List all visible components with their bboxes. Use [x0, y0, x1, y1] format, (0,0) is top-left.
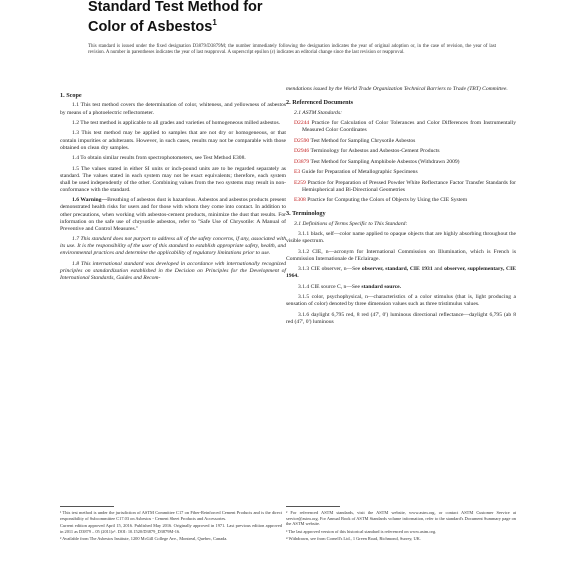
reference-code-link[interactable]: E308 — [294, 197, 306, 204]
reference-item — [286, 159, 516, 166]
reference-item — [286, 169, 516, 176]
para-1-6 — [60, 197, 286, 232]
reference-title: Terminology for Asbestos and Asbestos-Cement Products — [310, 148, 440, 155]
reference-item — [286, 120, 516, 134]
reference-item — [286, 197, 516, 204]
designation-notice: This standard is issued under the fixed designation D3879/D3879M; the number immediately following the designation indicates the year of original adoption or, in the case of revision, the year of last revision. A number in parentheses indicates the year of last reapproval. A superscript epsilon (ε) indicates an editorial change since the last revision or reapproval. — [88, 44, 496, 56]
para-3-1-6: 3.1.6 daylight 6,795 red, 8 red (47', 0') luminous directional reflectance—daylight 6,795 (ab 8 red (47', 0') luminous — [286, 311, 516, 325]
para-1-4: 1.4 To obtain similar results from spectrophotometers, see Test Method E308. — [72, 155, 246, 162]
term-3-1-3-see-2: observer, supplementary, CIE 1964. — [286, 266, 516, 280]
para-1-8: 1.8 This international standard was developed in accordance with internationally recognized principles on standardization established in the Decision on Principles for the Development of International Standards, Guides and Recom- — [60, 260, 286, 282]
footnote: ⁴ Withdrawn, see from Cornell's Ltd., 1 Green Road, Richmond, Surrey, UK. — [286, 536, 421, 542]
left-column — [60, 86, 286, 286]
para-1-8-continued: mendations issued by the World Trade Organization Technical Barriers to Trade (TBT) Committee. — [286, 86, 508, 92]
reference-title: Practice for Computing the Colors of Objects by Using the CIE System — [307, 197, 468, 204]
title-footnote-mark: 1 — [212, 18, 217, 27]
warning-label: 1.6 Warning— — [72, 197, 108, 204]
para-3-1-3 — [286, 266, 516, 280]
terminology-heading: 3. Terminology — [286, 210, 326, 218]
title-line-1: Standard Test Method for — [88, 0, 263, 15]
para-1-7: 1.7 This standard does not purport to address all of the safety concerns, if any, associated with its use. It is the responsibility of the user of this standard to establish appropriate safety, health, and environmental practices and determine the applicability of regulatory limitations prior to use. — [60, 236, 286, 257]
reference-item — [286, 138, 516, 145]
reference-title: Guide for Preparation of Metallographic Specimens — [301, 169, 418, 176]
reference-code-link[interactable]: D3879 — [294, 158, 310, 165]
reference-code-link[interactable]: E259 — [294, 179, 306, 186]
reference-title: Test Method for Sampling Amphibole Asbestos (Withdrawn 2009) — [310, 158, 460, 165]
footnote: ¹ This test method is under the jurisdiction of ASTM Committee C17 on Fiber-Reinforced Cement Products and is the direct responsibility of Subcommittee C17.03 on Asbestos - Cement Sheet Products and Accessories. — [60, 510, 282, 521]
scope-heading: 1. Scope — [60, 92, 82, 99]
term-3-1-3-text: 3.1.3 CIE observer, n—See — [298, 266, 362, 273]
reference-title: Practice for Calculation of Color Tolerances and Color Differences from Instrumentally Measured Color Coordinates — [302, 119, 516, 134]
footnote-rule-right — [286, 506, 340, 507]
footnote: Current edition approved April 15, 2016. Published May 2016. Originally approved in 1971. Last previous edition approved in 2011 as D3879 – 05 (2011)ε¹. DOI: 10.1520/D3879_D3879M-16. — [60, 523, 282, 534]
para-1-1: 1.1 This test method covers the determination of color, whiteness, and yellowness of asbestos by means of a photoelectric reflectometer. — [60, 102, 286, 116]
reference-code-link[interactable]: D2946 — [294, 148, 310, 155]
term-3-1-3-and: and — [432, 266, 445, 273]
reference-code-link[interactable]: D2590 — [294, 137, 310, 144]
title-line-2 — [88, 15, 428, 35]
footnote: ² For referenced ASTM standards, visit the ASTM website, www.astm.org, or contact ASTM Customer Service at service@astm.org. For Annual Book of ASTM Standards volume information, refer to the standard's Document Summary page on the ASTM website. — [286, 510, 516, 527]
footnote: ³ The last approved version of this historical standard is referenced on www.astm.org. — [286, 528, 437, 534]
para-3-1-5: 3.1.5 color, psychophysical, n—characteristics of a color stimulus (that is, light producing a sensation of color) denoted by three dimension values such as three tristimulus values. — [286, 294, 516, 308]
warning-text: Breathing of asbestos dust is hazardous. Asbestos and asbestos products present demonstrated health risks for users and for those with whom they come into contact. In addition to other precautions, when working with asbestos-cement products, minimize the dust that results. For information on the safe use of chrysotile asbestos, refer to "Safe Use of Chrysotile: A Manual of Preventive and Control Measures." — [60, 197, 286, 232]
term-3-1-3-see-1: observer, standard, CIE 1931 — [361, 266, 433, 273]
para-3-1: 3.1 Definitions of Terms Specific to This Standard: — [294, 220, 408, 227]
term-3-1-4-text: 3.1.4 CIE source C, n—See — [298, 283, 362, 290]
footnotes-right — [286, 510, 516, 544]
reference-list — [286, 120, 516, 204]
term-3-1-4-see: standard source. — [361, 283, 402, 290]
title-line-2-text: Color of Asbestos — [88, 18, 213, 35]
para-3-1-1: 3.1.1 black, self—color name applied to opaque objects that are highly absorbing throughout the visible spectrum. — [286, 231, 516, 245]
para-3-1-4 — [286, 284, 516, 291]
para-1-2: 1.2 The test method is applicable to all grades and varieties of homogeneous milled asbestos. — [72, 119, 281, 126]
document-title — [88, 0, 428, 35]
reference-title: Practice for Preparation of Pressed Powder White Reflectance Factor Transfer Standards for Hemispherical and Bi-Directional Geometries — [302, 179, 516, 193]
para-3-1-2: 3.1.2 CIE, n—acronym for International Commission on Illumination, which is French is Commission Internationale de l'Eclairage. — [286, 248, 516, 262]
para-2-1: 2.1 ASTM Standards: — [294, 109, 343, 116]
footnotes-left — [60, 510, 282, 544]
right-column — [286, 86, 516, 329]
para-1-5: 1.5 The values stated in either SI units or inch-pound units are to be regarded separately as standard. The values stated in each system may not be exact equivalents; therefore, each system shall be used independently of the other. Combining values from the two systems may result in non-conformance with the standard. — [60, 165, 286, 193]
reference-item — [286, 148, 516, 155]
reference-code-link[interactable]: D2244 — [294, 119, 310, 126]
footnote-rule-left — [60, 506, 114, 507]
footnote: ² Available from The Asbestos Institute, 1200 McGill College Ave., Montreal, Quebec, Canada. — [60, 536, 228, 542]
reference-item — [286, 180, 516, 194]
para-1-3: 1.3 This test method may be applied to samples that are not dry or homogeneous, or that contain impurities or adulterants. However, in such cases, results may not be comparable with those obtained on clean dry samples. — [60, 130, 286, 151]
reference-title: Test Method for Sampling Chrysotile Asbestos — [310, 137, 416, 144]
reference-code-link[interactable]: E3 — [294, 169, 301, 176]
referenced-documents-heading: 2. Referenced Documents — [286, 99, 354, 107]
